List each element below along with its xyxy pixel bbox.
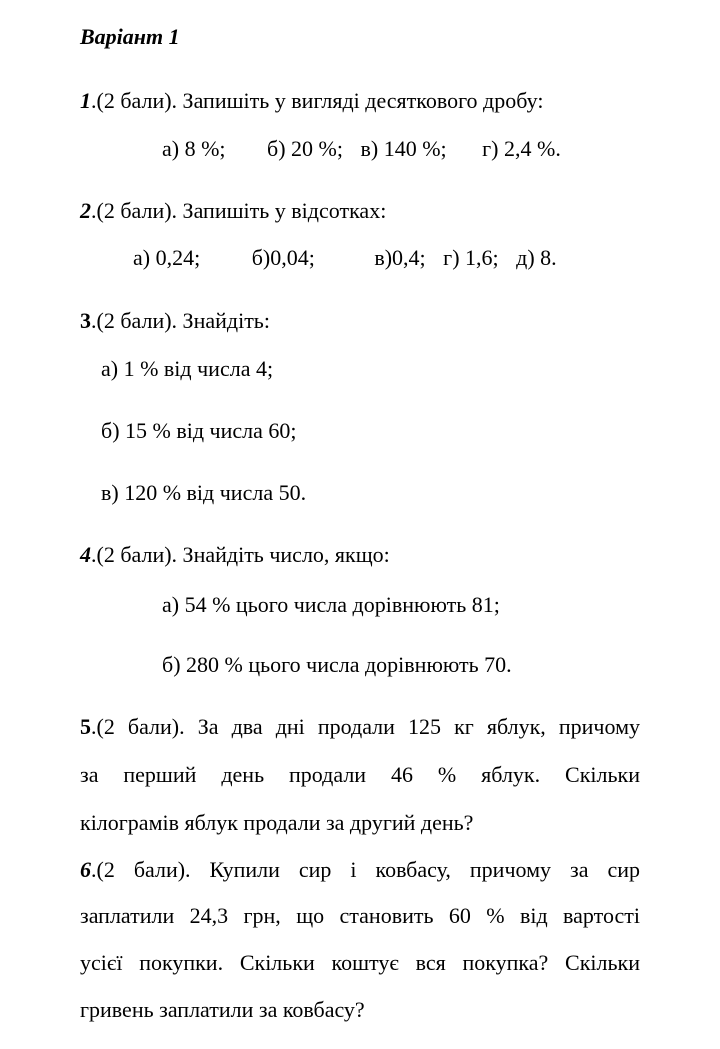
task-4-item-b: б) 280 % цього числа дорівнюють 70. [162, 652, 512, 677]
task-6-line-2: заплатили 24,3 грн, що становить 60 % від вартості [80, 903, 640, 928]
task-6-line-1 [80, 857, 640, 883]
task-1-text: .(2 бали). Запишіть у вигляді десяткового дробу: [91, 88, 544, 113]
task-4-item-a: а) 54 % цього числа дорівнюють 81; [162, 592, 500, 617]
task-3-item-b: б) 15 % від числа 60; [101, 418, 297, 443]
task-6-line-3: усієї покупки. Скільки коштує вся покупка? Скільки [80, 950, 640, 975]
task-5-text-1: .(2 бали). За два дні продали 125 кг яблук, причому [91, 714, 640, 739]
task-2-option-a: а) 0,24; [133, 245, 201, 270]
task-6-text-1: .(2 бали). Купили сир і ковбасу, причому за сир [91, 857, 640, 882]
task-5-line-3: кілограмів яблук продали за другий день? [80, 810, 474, 835]
task-4-text: .(2 бали). Знайдіть число, якщо: [91, 542, 390, 567]
task-2-text: .(2 бали). Запишіть у відсотках: [91, 198, 387, 223]
task-1-number: 1 [80, 88, 91, 113]
task-1-option-a: а) 8 %; [162, 136, 226, 161]
task-4-header [80, 542, 390, 568]
task-2-option-c: в)0,4; [374, 245, 426, 270]
task-1-option-c: в) 140 %; [360, 136, 447, 161]
task-2-header [80, 198, 386, 224]
task-5-line-2: за перший день продали 46 % яблук. Скільки [80, 762, 640, 787]
task-3-header [80, 308, 270, 334]
task-2-options [133, 245, 557, 271]
task-3-number: 3 [80, 308, 91, 333]
task-1-option-d: г) 2,4 %. [482, 136, 561, 161]
task-3-item-c: в) 120 % від числа 50. [101, 480, 307, 505]
task-6-number: 6 [80, 857, 91, 882]
task-3-item-a: а) 1 % від числа 4; [101, 356, 274, 381]
task-4-number: 4 [80, 542, 91, 567]
task-5-number: 5 [80, 714, 91, 739]
task-2-option-b: б)0,04; [251, 245, 315, 270]
task-1-header [80, 88, 543, 114]
task-1-options [162, 136, 561, 162]
task-3-text: .(2 бали). Знайдіть: [91, 308, 270, 333]
task-2-option-e: д) 8. [516, 245, 557, 270]
task-1-option-b: б) 20 %; [267, 136, 343, 161]
task-6-line-4: гривень заплатили за ковбасу? [80, 997, 365, 1022]
variant-title: Варіант 1 [80, 24, 180, 49]
task-5-line-1 [80, 714, 640, 740]
task-2-option-d: г) 1,6; [443, 245, 499, 270]
task-2-number: 2 [80, 198, 91, 223]
